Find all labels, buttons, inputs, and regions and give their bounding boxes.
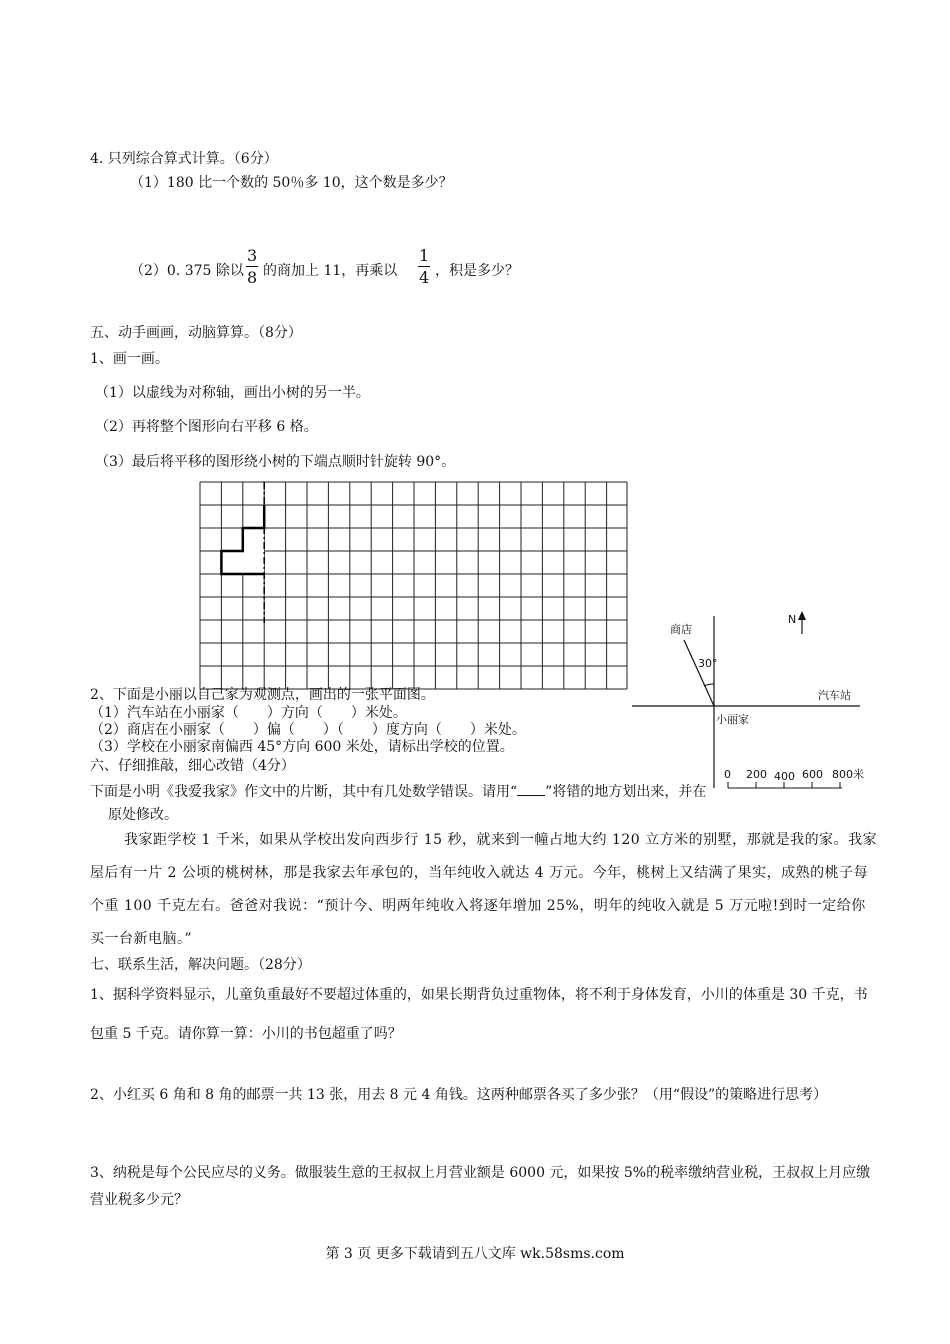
s7-problem-2: 2、小红买 6 角和 8 角的邮票一共 13 张，用去 8 元 4 角钱。这两种邮票各买了多少张？（用“假设”的策略进行思考）: [90, 1087, 828, 1103]
location-map: [632, 606, 880, 796]
s7-heading: 七、联系生活，解决问题。（28分）: [90, 957, 311, 973]
scale-label-800: 800米: [832, 768, 864, 781]
underline-mark: [517, 795, 545, 796]
fraction-denominator: 8: [247, 268, 258, 287]
page-footer: 第 3 页 更多下载请到五八文库 wk.58sms.com: [325, 1246, 625, 1262]
s5-map-q3: （3）学校在小丽家南偏西 45°方向 600 米处，请标出学校的位置。: [90, 739, 514, 755]
s6-intro: [90, 783, 706, 801]
s7-problem-3: 3、纳税是每个公民应尽的义务。做服装生意的王叔叔上月营业额是 6000 元，如果按 5%的税率缴纳营业税，王叔叔上月应缴营业税多少元？: [90, 1165, 871, 1208]
s5-step-2: （2）再将整个图形向右平移 6 格。: [95, 419, 318, 435]
q4-item-2-part-c: ，积是多少？: [435, 263, 519, 279]
s6-intro-a: 下面是小明《我爱我家》作文中的片断，其中有几处数学错误。请用“: [90, 784, 518, 800]
s6-heading: 六、仔细推敲，细心改错（4分）: [90, 758, 295, 774]
q4-heading: 4. 只列综合算式计算。（6分）: [90, 151, 278, 167]
angle-arc: [704, 684, 714, 686]
scale-label-200: 200: [746, 768, 767, 781]
scale-label-400: 400: [774, 770, 795, 783]
q4-item-1: （1）180 比一个数的 50％多 10，这个数是多少？: [130, 175, 453, 191]
scale-label-600: 600: [802, 768, 823, 781]
shop-direction-line: [684, 640, 714, 706]
shop-label: 商店: [670, 623, 692, 636]
s5-map-q2: （2）商店在小丽家（ ）偏（ ）（ ）度方向（ ）米处。: [90, 722, 526, 738]
s6-passage: 我家距学校 1 千米，如果从学校出发向西步行 15 秒，就来到一幢占地大约 120 立方米的别墅，那就是我的家。我家屋后有一片 2 公顷的桃树林，那是我家去年承包的，当年纯收入就达 4 万元。今年，桃树上又结满了果实，成熟的桃子每个重 100 千克左右。爸爸对我说：“预计今、明两年纯收入将逐年增加 25%，明年的纯收入就是 5 万元啦!到时一定给你买一台新电脑。”: [90, 832, 878, 947]
fraction-three-eighths: [246, 248, 258, 286]
s7-problem-1: 1、据科学资料显示，儿童负重最好不要超过体重的，如果长期背负过重物体，将不利于身体发育，小川的体重是 30 千克，书包重 5 千克。请你算一算：小川的书包超重了吗？: [90, 987, 868, 1042]
q4-item-2-part-a: （2）0. 375 除以: [130, 263, 244, 279]
s5-map-q1: （1）汽车站在小丽家（ ）方向（ ）米处。: [90, 705, 407, 721]
north-label: N: [788, 613, 797, 626]
fraction-one-quarter: [418, 248, 430, 286]
north-arrow-icon: [798, 611, 806, 620]
home-label: 小丽家: [716, 713, 749, 726]
s5-step-3: （3）最后将平移的图形绕小树的下端点顺时针旋转 90°。: [95, 454, 456, 470]
s5-heading: 五、动手画画，动脑算算。（8分）: [90, 325, 302, 341]
bus-station-label: 汽车站: [818, 689, 851, 702]
drawing-grid: [199, 481, 629, 691]
q4-item-2-part-b: 的商加上 11，再乘以: [263, 263, 398, 279]
fraction-numerator: 1: [419, 246, 430, 265]
scale-label-0: 0: [724, 768, 731, 781]
s5-sub-1: 1、画一画。: [90, 351, 169, 367]
s6-intro-b: ”将错的地方划出来，并在: [545, 784, 707, 800]
s5-sub-2: 2、下面是小丽以自己家为观测点，画出的一张平面图。: [90, 687, 435, 703]
fraction-numerator: 3: [247, 246, 258, 265]
s5-step-1: （1）以虚线为对称轴，画出小树的另一半。: [95, 385, 370, 401]
angle-label: 30°: [698, 657, 718, 670]
s6-intro-c: 原处修改。: [108, 807, 178, 823]
fraction-denominator: 4: [419, 268, 430, 287]
